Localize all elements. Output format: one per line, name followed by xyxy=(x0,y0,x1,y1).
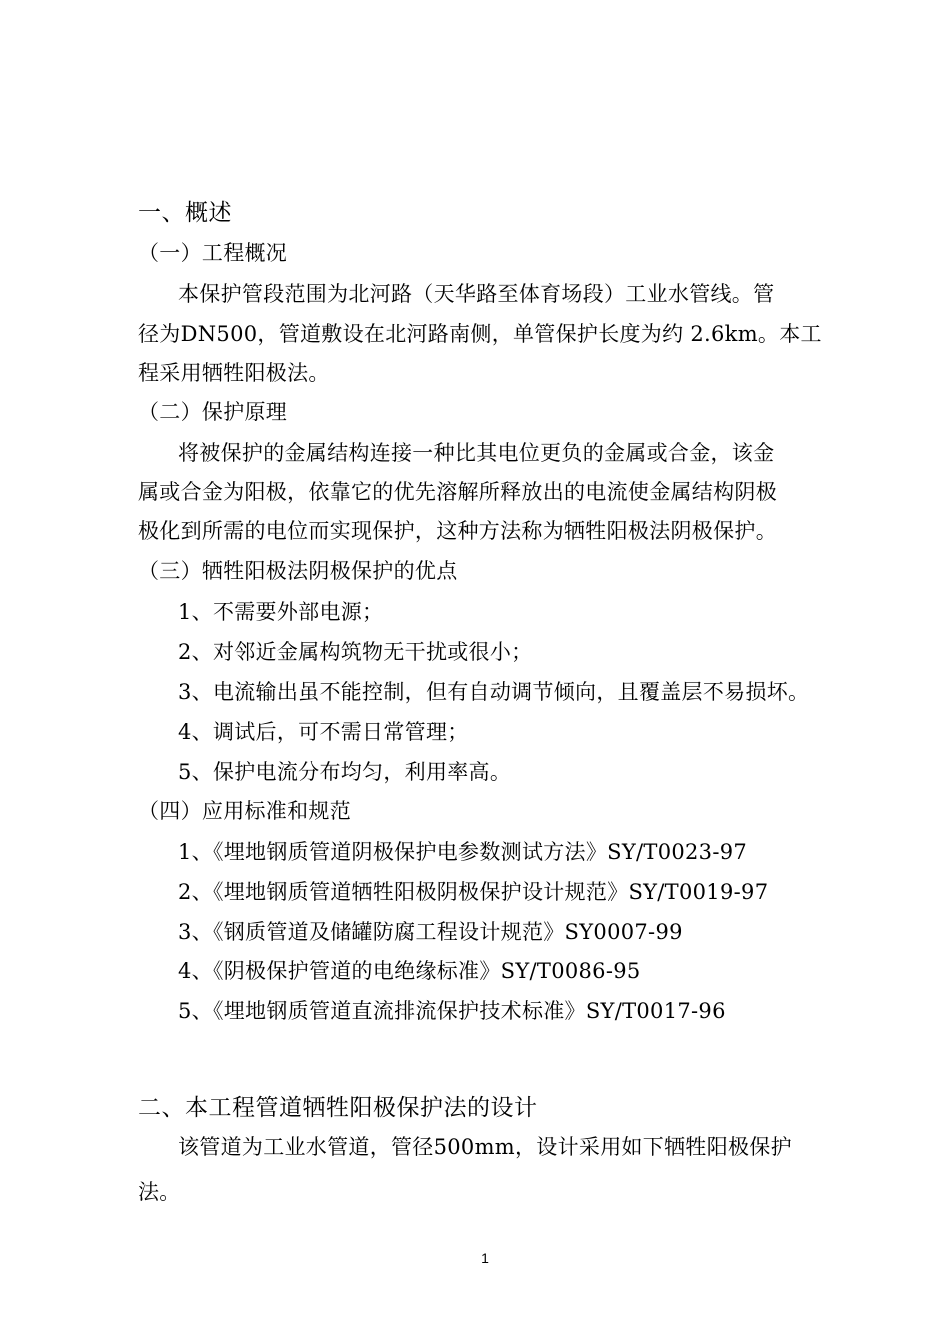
list-item: 4、《阴极保护管道的电绝缘标准》SY/T0086-95 xyxy=(178,959,641,983)
list-item: 1、《埋地钢质管道阴极保护电参数测试方法》SY/T0023-97 xyxy=(178,840,748,864)
subsection-2-title: （二）保护原理 xyxy=(138,400,288,424)
list-item: 2、《埋地钢质管道牺牲阳极阴极保护设计规范》SY/T0019-97 xyxy=(178,880,769,904)
list-item: 5、保护电流分布均匀，利用率高。 xyxy=(178,760,512,784)
subsection-4-title: （四）应用标准和规范 xyxy=(138,799,351,823)
list-item: 3、电流输出虽不能控制，但有自动调节倾向，且覆盖层不易损坏。 xyxy=(178,680,810,704)
paragraph-line: 本保护管段范围为北河路（天华路至体育场段）工业水管线。管 xyxy=(178,282,775,306)
paragraph-line: 极化到所需的电位而实现保护，这种方法称为牺牲阳极法阴极保护。 xyxy=(138,519,777,543)
list-item: 2、对邻近金属构筑物无干扰或很小； xyxy=(178,640,533,664)
page-number: 1 xyxy=(481,1250,489,1266)
paragraph-line: 径为DN500，管道敷设在北河路南侧，单管保护长度为约 2.6km。本工 xyxy=(138,322,822,346)
paragraph-line: 法。 xyxy=(138,1180,181,1204)
paragraph-line: 程采用牺牲阳极法。 xyxy=(138,361,330,385)
section-1-heading: 一、概述 xyxy=(138,200,232,226)
paragraph-line: 将被保护的金属结构连接一种比其电位更负的金属或合金，该金 xyxy=(178,441,775,465)
list-item: 1、不需要外部电源； xyxy=(178,600,384,624)
subsection-1-title: （一）工程概况 xyxy=(138,241,288,265)
paragraph-line: 属或合金为阳极，依靠它的优先溶解所释放出的电流使金属结构阴极 xyxy=(138,480,777,504)
section-2-heading: 二、本工程管道牺牲阳极保护法的设计 xyxy=(138,1095,538,1121)
list-item: 5、《埋地钢质管道直流排流保护技术标准》SY/T0017-96 xyxy=(178,999,726,1023)
paragraph-line: 该管道为工业水管道，管径500mm，设计采用如下牺牲阳极保护 xyxy=(178,1135,792,1159)
list-item: 3、《钢质管道及储罐防腐工程设计规范》SY0007-99 xyxy=(178,920,683,944)
list-item: 4、调试后，可不需日常管理； xyxy=(178,720,469,744)
subsection-3-title: （三）牺牲阳极法阴极保护的优点 xyxy=(138,559,458,583)
